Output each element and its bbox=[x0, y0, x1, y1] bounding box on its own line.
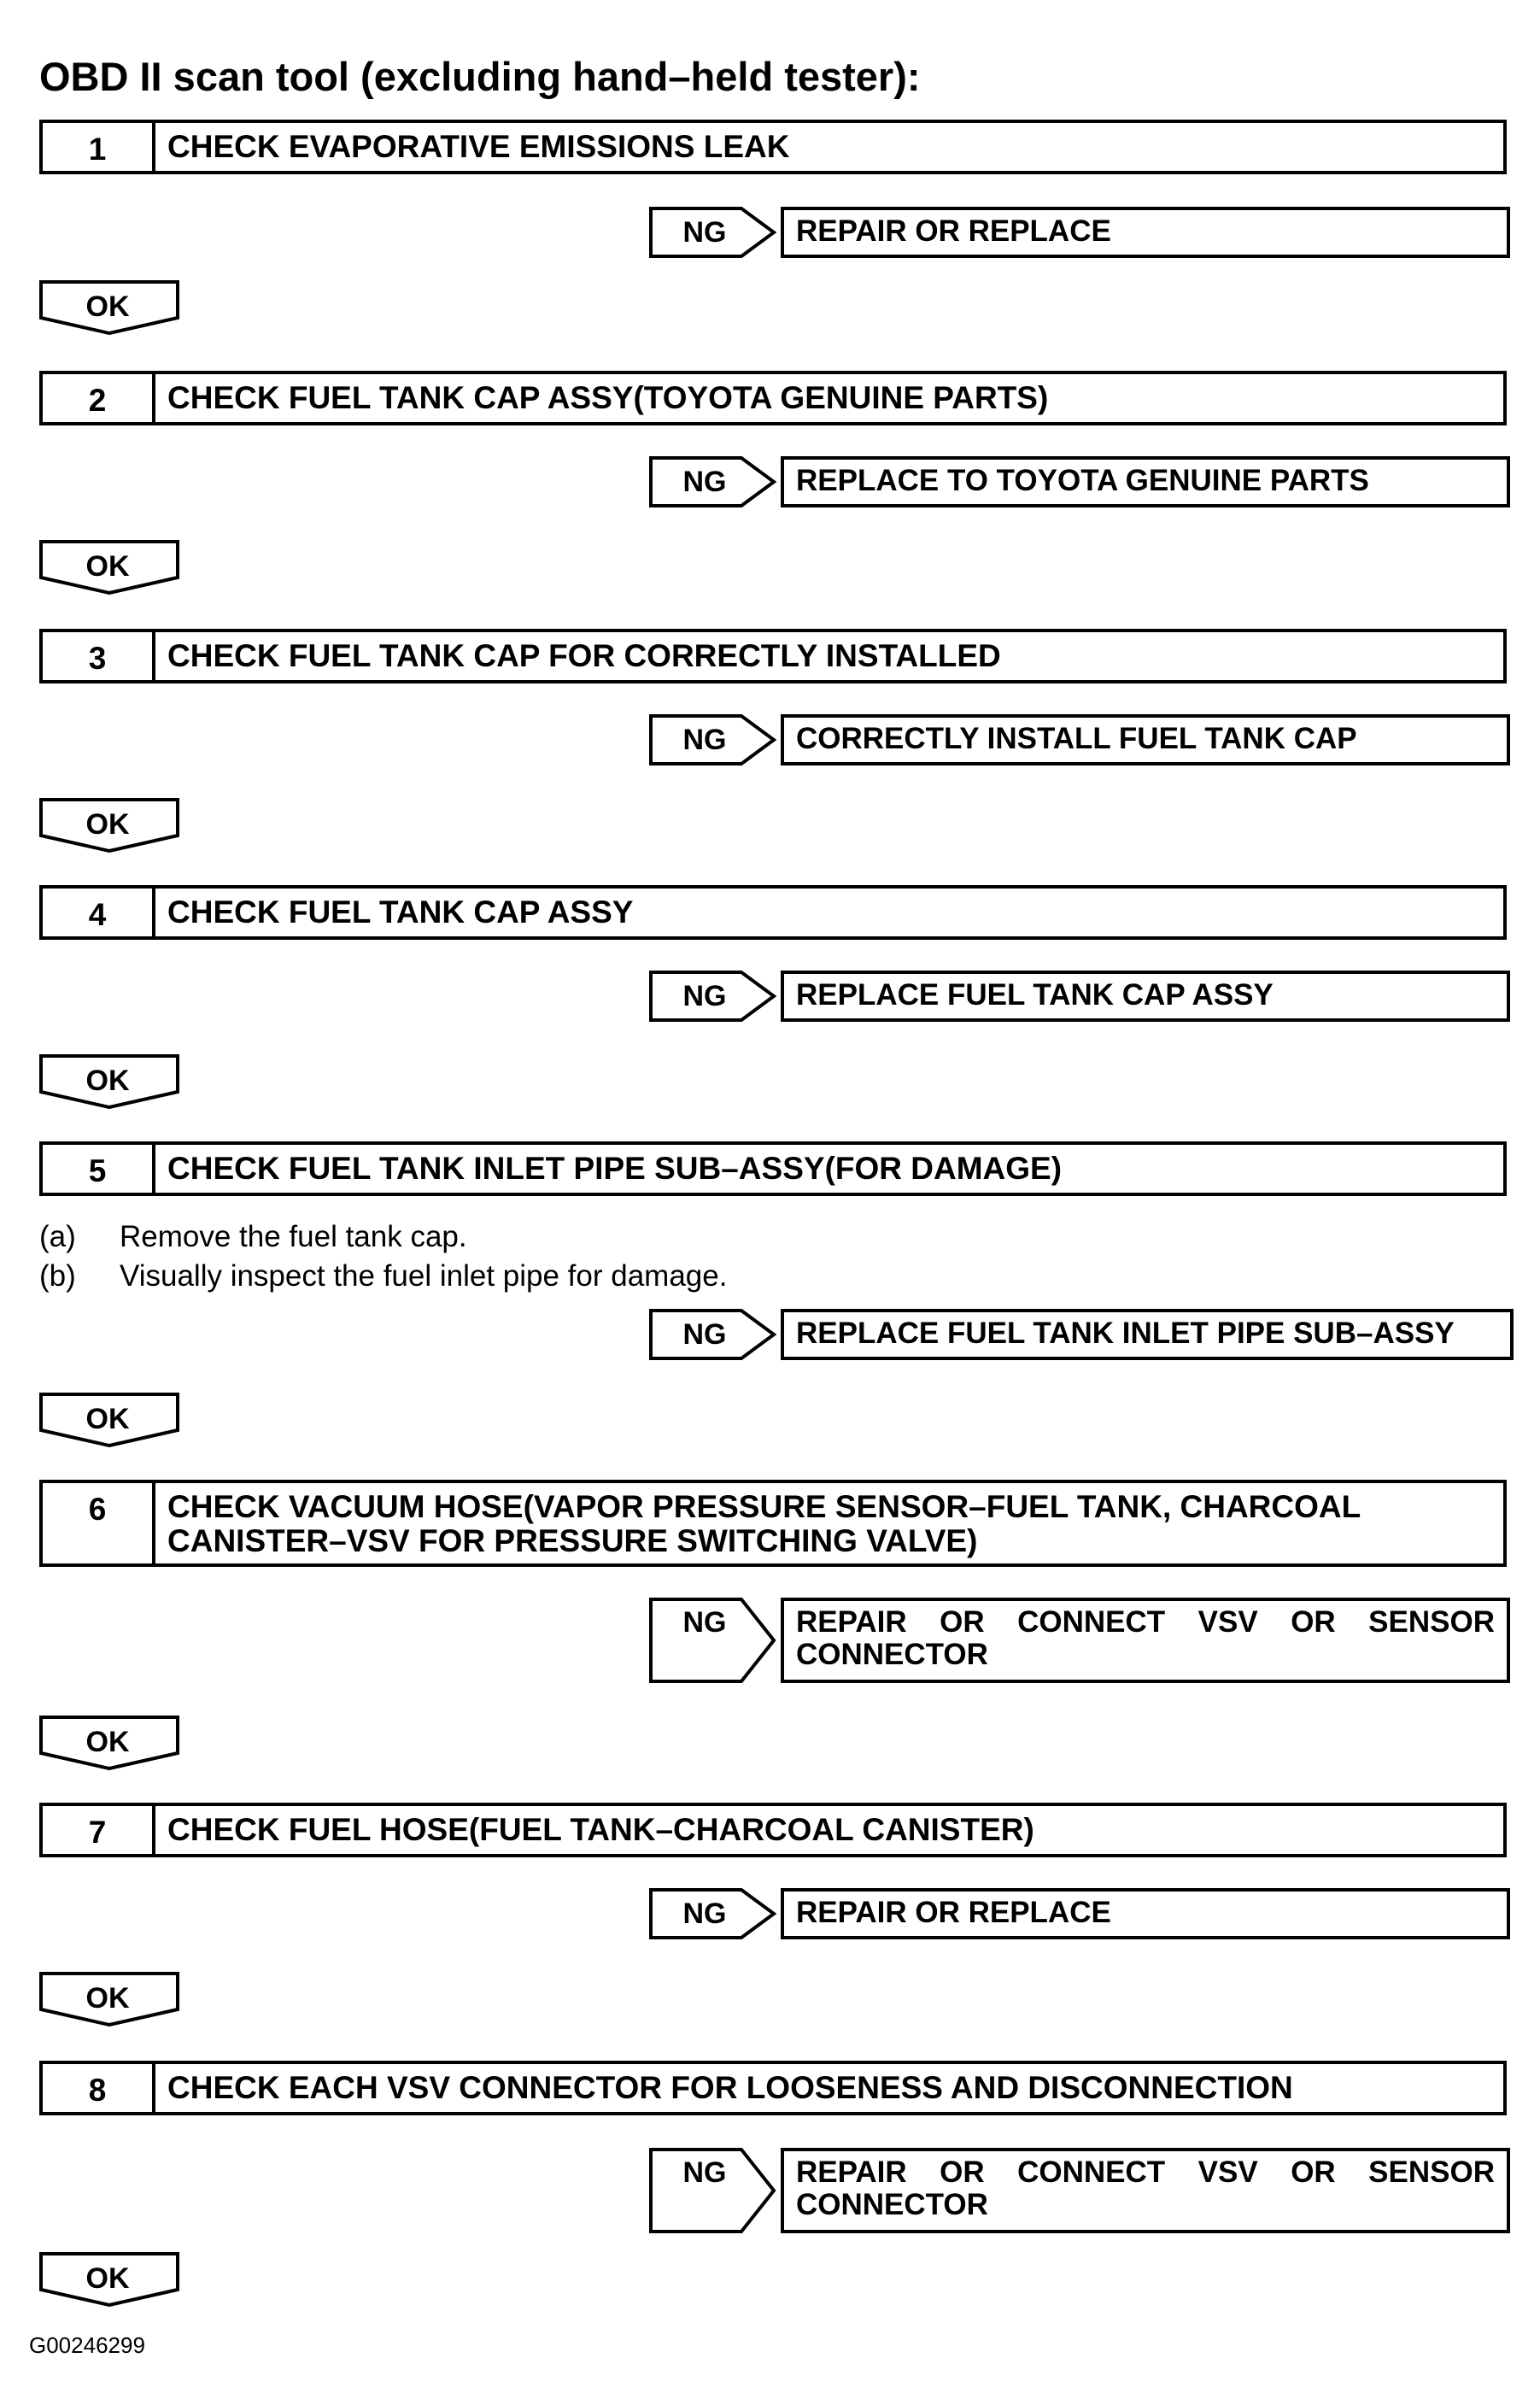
ng-action-box: CORRECTLY INSTALL FUEL TANK CAP bbox=[781, 714, 1510, 765]
ng-action-box: REPAIR OR CONNECT VSV OR SENSOR CONNECTOR bbox=[781, 2148, 1510, 2233]
figure-id: G00246299 bbox=[29, 2332, 145, 2358]
ng-label: NG bbox=[682, 1318, 727, 1351]
instruction-marker: (b) bbox=[39, 1259, 76, 1293]
ng-label: NG bbox=[682, 1897, 727, 1930]
step-number: 2 bbox=[43, 374, 155, 422]
instruction-line bbox=[39, 1259, 727, 1293]
step-title: CHECK EACH VSV CONNECTOR FOR LOOSENESS AND DISCONNECTION bbox=[167, 2070, 1293, 2105]
ng-label: NG bbox=[682, 216, 727, 249]
instruction-text: Visually inspect the fuel inlet pipe for damage. bbox=[120, 1259, 728, 1293]
instruction-text: Remove the fuel tank cap. bbox=[120, 1220, 467, 1253]
step-2-box bbox=[39, 371, 1507, 425]
step-3-box bbox=[39, 629, 1507, 683]
step-title: CHECK FUEL TANK CAP ASSY(TOYOTA GENUINE PARTS) bbox=[167, 380, 1049, 415]
step-number: 3 bbox=[43, 632, 155, 680]
step-number: 1 bbox=[43, 123, 155, 171]
ok-label: OK bbox=[85, 550, 130, 583]
step-number: 8 bbox=[43, 2064, 155, 2112]
step-title: CHECK FUEL TANK CAP ASSY bbox=[167, 894, 634, 930]
ng-action-box: REPAIR OR REPLACE bbox=[781, 207, 1510, 258]
step-title: CHECK VACUUM HOSE(VAPOR PRESSURE SENSOR–FUEL TANK, CHARCOAL CANISTER–VSV FOR PRESSURE SWITCHING VALVE) bbox=[167, 1489, 1361, 1558]
step-title: CHECK EVAPORATIVE EMISSIONS LEAK bbox=[167, 129, 790, 164]
ok-label: OK bbox=[85, 290, 130, 323]
ng-action-box: REPLACE TO TOYOTA GENUINE PARTS bbox=[781, 456, 1510, 507]
ok-label: OK bbox=[85, 1726, 130, 1758]
ok-label: OK bbox=[85, 808, 130, 841]
ng-label: NG bbox=[682, 980, 727, 1012]
step-title: CHECK FUEL TANK CAP FOR CORRECTLY INSTALLED bbox=[167, 638, 1001, 673]
ng-label: NG bbox=[682, 2156, 727, 2189]
ng-action-box: REPLACE FUEL TANK CAP ASSY bbox=[781, 971, 1510, 1022]
step-4-box bbox=[39, 885, 1507, 940]
instruction-marker: (a) bbox=[39, 1220, 76, 1253]
step-6-box bbox=[39, 1480, 1507, 1567]
step-7-box bbox=[39, 1803, 1507, 1857]
step-number: 7 bbox=[43, 1806, 155, 1854]
ok-label: OK bbox=[85, 2262, 130, 2295]
ok-label: OK bbox=[85, 1403, 130, 1435]
step-number: 6 bbox=[43, 1483, 155, 1563]
instruction-line bbox=[39, 1220, 467, 1254]
step-8-box bbox=[39, 2061, 1507, 2115]
step-5-box bbox=[39, 1141, 1507, 1196]
ng-label: NG bbox=[682, 724, 727, 756]
ok-label: OK bbox=[85, 1065, 130, 1097]
ok-label: OK bbox=[85, 1982, 130, 2015]
ng-action-box: REPAIR OR REPLACE bbox=[781, 1888, 1510, 1939]
step-title: CHECK FUEL TANK INLET PIPE SUB–ASSY(FOR DAMAGE) bbox=[167, 1151, 1063, 1186]
step-title: CHECK FUEL HOSE(FUEL TANK–CHARCOAL CANISTER) bbox=[167, 1812, 1034, 1847]
ng-action-box: REPLACE FUEL TANK INLET PIPE SUB–ASSY bbox=[781, 1309, 1514, 1360]
step-number: 5 bbox=[43, 1145, 155, 1193]
ng-label: NG bbox=[682, 466, 727, 498]
step-1-box bbox=[39, 120, 1507, 174]
page-title: OBD II scan tool (excluding hand–held tester): bbox=[39, 54, 921, 99]
step-number: 4 bbox=[43, 889, 155, 936]
ng-action-box: REPAIR OR CONNECT VSV OR SENSOR CONNECTOR bbox=[781, 1598, 1510, 1683]
ng-label: NG bbox=[682, 1606, 727, 1639]
